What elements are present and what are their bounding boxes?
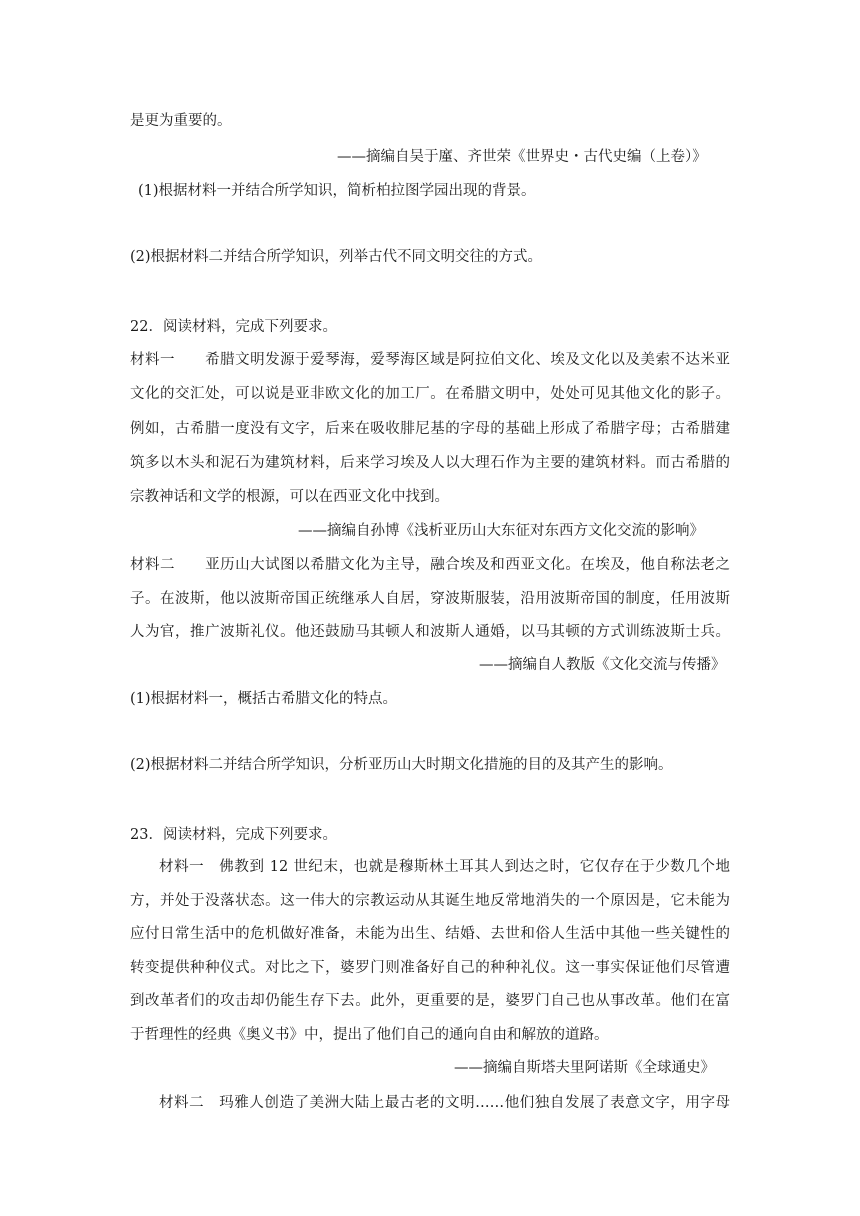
source-citation: ——摘编自人教版《文化交流与传播》 <box>479 657 726 673</box>
material-text-line: 应付日常生活中的危机做好准备，未能为出生、结婚、去世和俗人生活中其他一些关键性的 <box>130 926 730 942</box>
text-line: 是更为重要的。 <box>130 113 232 129</box>
material-text-line: 宗教神话和文学的根源，可以在西亚文化中找到。 <box>130 489 449 505</box>
material-text-line: 材料一 希腊文明发源于爱琴海，爱琴海区域是阿拉伯文化、埃及文化以及美索不达米亚 <box>130 352 730 368</box>
material-text-line: 转变提供种种仪式。对比之下，婆罗门则准备好自己的种种礼仪。这一事实保证他们尽管遭 <box>130 960 730 976</box>
material-text-line: 材料二 玛雅人创造了美洲大陆上最古老的文明……他们独自发展了表意文字，用字母 <box>159 1095 730 1111</box>
material-text-line: 筑多以木头和泥石为建筑材料，后来学习埃及人以大理石作为主要的建筑材料。而古希腊的 <box>130 455 730 471</box>
source-citation: ——摘编自吴于廑、齐世荣《世界史・古代史编（上卷）》 <box>337 149 707 165</box>
question-heading: 22．阅读材料，完成下列要求。 <box>130 319 337 335</box>
material-text-line: 材料二 亚历山大试图以希腊文化为主导，融合埃及和西亚文化。在埃及，他自称法老之 <box>130 557 730 573</box>
material-text-line: 于哲理性的经典《奥义书》中，提出了他们自己的通向自由和解放的道路。 <box>130 1027 609 1043</box>
material-text-line: 方，并处于没落状态。这一伟大的宗教运动从其诞生地反常地消失的一个原因是，它未能为 <box>130 893 730 909</box>
question-item: (2)根据材料二并结合所学知识，分析亚历山大时期文化措施的目的及其产生的影响。 <box>130 757 673 773</box>
material-text-line: 子。在波斯，他以波斯帝国正统继承人自居，穿波斯服装，沿用波斯帝国的制度，任用波斯 <box>130 591 730 607</box>
material-text-line: 材料一 佛教到 12 世纪末，也就是穆斯林土耳其人到达之时，它仅存在于少数几个地 <box>159 859 730 875</box>
material-text-line: 到改革者们的攻击却仍能生存下去。此外，更重要的是，婆罗门自己也从事改革。他们在富 <box>130 993 730 1009</box>
material-text-line: 例如，古希腊一度没有文字，后来在吸收腓尼基的字母的基础上形成了希腊字母；古希腊建 <box>130 421 730 437</box>
source-citation: ——摘编自斯塔夫里阿诺斯《全球通史》 <box>454 1060 715 1076</box>
material-text-line: 人为官，推广波斯礼仪。他还鼓励马其顿人和波斯人通婚，以马其顿的方式训练波斯士兵。 <box>130 624 730 640</box>
question-heading: 23．阅读材料，完成下列要求。 <box>130 827 337 843</box>
question-item: (2)根据材料二并结合所学知识，列举古代不同文明交往的方式。 <box>130 249 543 265</box>
question-item: (1)根据材料一并结合所学知识，简析柏拉图学园出现的背景。 <box>138 183 536 199</box>
question-item: (1)根据材料一，概括古希腊文化的特点。 <box>130 691 398 707</box>
material-text-line: 文化的交汇处，可以说是亚非欧文化的加工厂。在希腊文明中，处处可见其他文化的影子。 <box>130 386 730 402</box>
source-citation: ——摘编自孙博《浅析亚历山大东征对东西方文化交流的影响》 <box>298 523 704 539</box>
